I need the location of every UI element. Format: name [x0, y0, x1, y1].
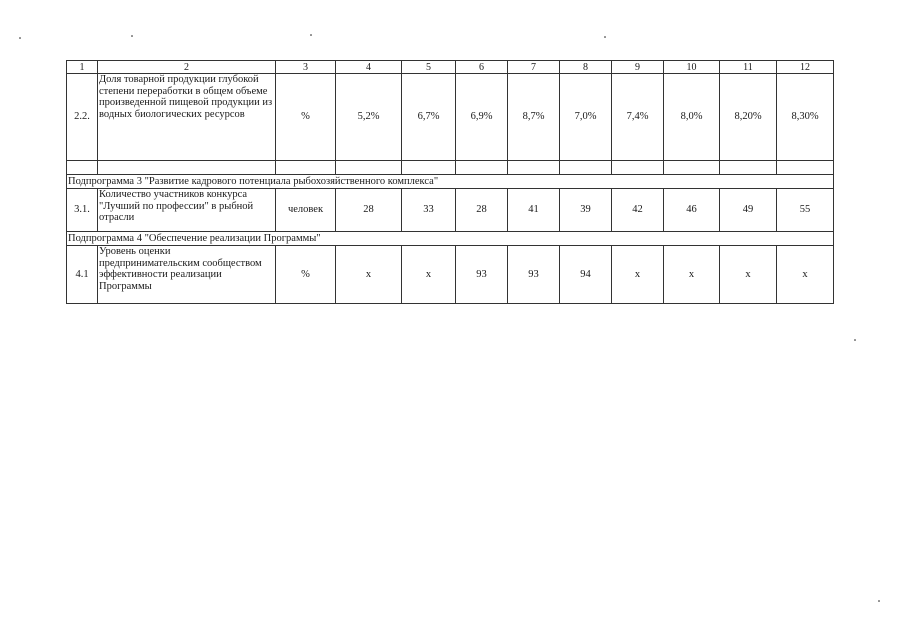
- table-row: [67, 74, 834, 161]
- value-cell: 28: [456, 189, 508, 232]
- header-cell: 12: [777, 61, 834, 74]
- value-cell: 6,9%: [456, 74, 508, 161]
- value-cell: 93: [508, 246, 560, 304]
- table-row: [67, 246, 834, 304]
- header-cell: 6: [456, 61, 508, 74]
- indicators-table: [66, 60, 834, 304]
- unit-cell: человек: [276, 189, 336, 232]
- header-cell: 11: [720, 61, 777, 74]
- empty-cell: [98, 161, 276, 175]
- scan-speck: [131, 35, 133, 37]
- value-cell: 28: [336, 189, 402, 232]
- section-row: [67, 232, 834, 246]
- value-cell: 8,20%: [720, 74, 777, 161]
- value-cell: x: [336, 246, 402, 304]
- value-cell: 8,0%: [664, 74, 720, 161]
- table-row: [67, 189, 834, 232]
- header-cell: 5: [402, 61, 456, 74]
- value-cell: 7,4%: [612, 74, 664, 161]
- value-cell: 93: [456, 246, 508, 304]
- empty-cell: [508, 161, 560, 175]
- value-cell: x: [612, 246, 664, 304]
- empty-cell: [560, 161, 612, 175]
- empty-cell: [720, 161, 777, 175]
- scan-speck: [19, 37, 21, 39]
- row-number: 3.1.: [67, 189, 98, 232]
- value-cell: x: [777, 246, 834, 304]
- value-cell: 42: [612, 189, 664, 232]
- value-cell: 8,7%: [508, 74, 560, 161]
- scan-speck: [854, 339, 856, 341]
- value-cell: 6,7%: [402, 74, 456, 161]
- header-cell: 9: [612, 61, 664, 74]
- empty-cell: [456, 161, 508, 175]
- empty-cell: [612, 161, 664, 175]
- value-cell: 33: [402, 189, 456, 232]
- value-cell: 39: [560, 189, 612, 232]
- header-cell: 4: [336, 61, 402, 74]
- header-cell: 10: [664, 61, 720, 74]
- table-row-empty: [67, 161, 834, 175]
- empty-cell: [276, 161, 336, 175]
- value-cell: 8,30%: [777, 74, 834, 161]
- row-number: 4.1: [67, 246, 98, 304]
- subprogram-title: Подпрограмма 4 "Обеспечение реализации Программы": [67, 232, 834, 246]
- empty-cell: [777, 161, 834, 175]
- value-cell: 94: [560, 246, 612, 304]
- value-cell: x: [720, 246, 777, 304]
- empty-cell: [664, 161, 720, 175]
- subprogram-title: Подпрограмма 3 "Развитие кадрового потенциала рыбохозяйственного комплекса": [67, 175, 834, 189]
- unit-cell: %: [276, 246, 336, 304]
- unit-cell: %: [276, 74, 336, 161]
- value-cell: 5,2%: [336, 74, 402, 161]
- value-cell: 49: [720, 189, 777, 232]
- row-number: 2.2.: [67, 74, 98, 161]
- indicator-name: Доля товарной продукции глубокой степени переработки в общем объеме произведенной пищевой продукции из водных биологических ресурсов: [98, 74, 276, 161]
- section-row: [67, 175, 834, 189]
- value-cell: x: [402, 246, 456, 304]
- scan-speck: [604, 36, 606, 38]
- header-cell: 1: [67, 61, 98, 74]
- value-cell: 55: [777, 189, 834, 232]
- scan-speck: [878, 600, 880, 602]
- value-cell: 46: [664, 189, 720, 232]
- empty-cell: [67, 161, 98, 175]
- empty-cell: [336, 161, 402, 175]
- header-cell: 8: [560, 61, 612, 74]
- value-cell: 41: [508, 189, 560, 232]
- value-cell: 7,0%: [560, 74, 612, 161]
- header-cell: 3: [276, 61, 336, 74]
- header-cell: 7: [508, 61, 560, 74]
- value-cell: x: [664, 246, 720, 304]
- empty-cell: [402, 161, 456, 175]
- indicator-name: Уровень оценки предпринимательским сообществом эффективности реализации Программы: [98, 246, 276, 304]
- table-header-row: [67, 61, 834, 74]
- indicator-name: Количество участников конкурса "Лучший по профессии" в рыбной отрасли: [98, 189, 276, 232]
- scan-speck: [310, 34, 312, 36]
- header-cell: 2: [98, 61, 276, 74]
